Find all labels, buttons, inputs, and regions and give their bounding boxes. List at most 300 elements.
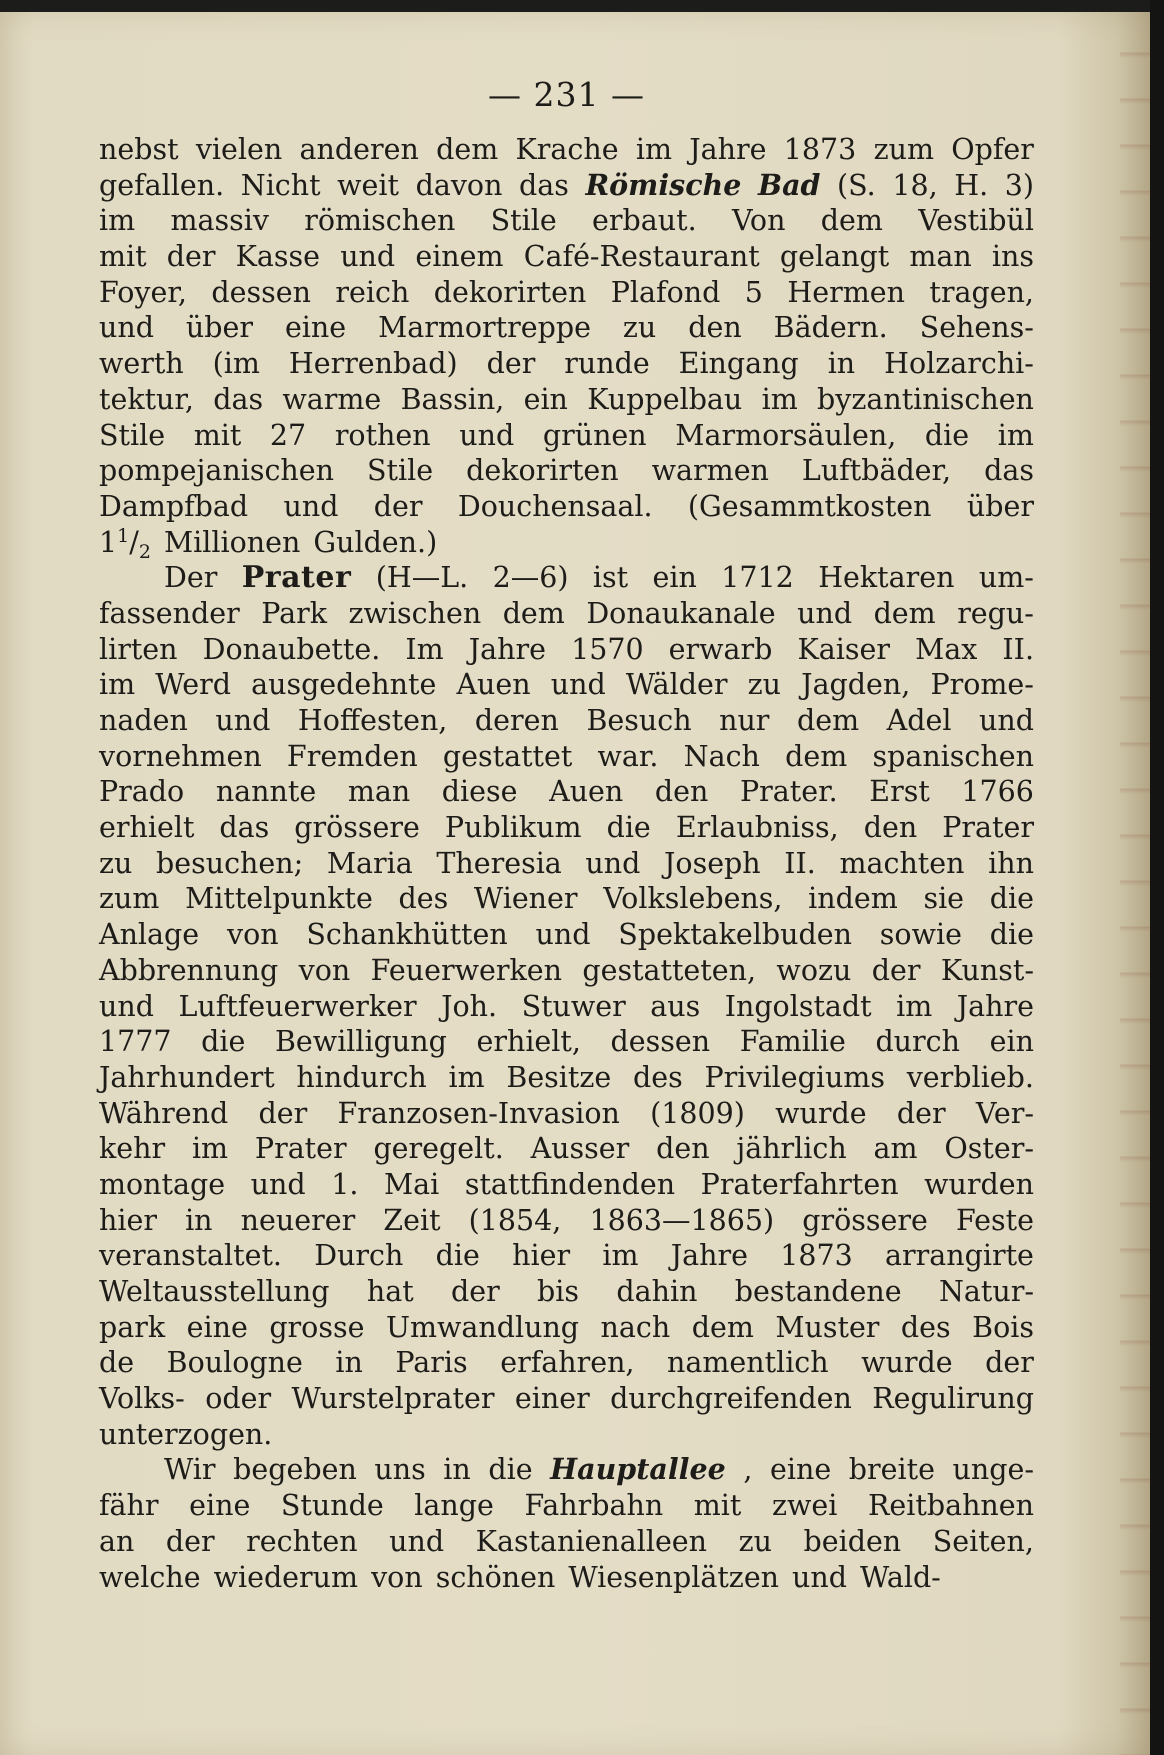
text-line <box>99 1524 1034 1560</box>
text-line <box>99 1096 1034 1132</box>
word: Luftbäder, <box>801 454 952 488</box>
word: an <box>99 1524 135 1558</box>
word: Stile <box>99 418 166 452</box>
word: tektur, <box>99 382 194 416</box>
word: Wir <box>164 1453 216 1487</box>
word: sowie <box>879 918 962 952</box>
word: Abbrennung <box>99 953 279 987</box>
word: Kastanienalleen <box>475 1524 708 1558</box>
word: Foyer, <box>99 275 187 309</box>
word: Luftfeuerwerker <box>178 989 417 1023</box>
text-line <box>99 953 1034 989</box>
word: Plafond <box>610 275 721 309</box>
word: Café-Restaurant <box>523 240 760 274</box>
word: erhielt, <box>476 1025 581 1059</box>
word: dem <box>502 596 565 630</box>
text-line <box>99 774 1034 810</box>
word: Fremden <box>286 739 418 773</box>
word: regu- <box>957 596 1034 630</box>
word: zum <box>99 882 160 916</box>
word: zu <box>738 1524 772 1558</box>
word: rechten <box>246 1524 358 1558</box>
word: man <box>909 240 972 274</box>
word: massiv <box>170 204 269 238</box>
word: Schankhütten <box>306 918 508 952</box>
word: wurde <box>861 1346 953 1380</box>
word: Jahre <box>670 1239 748 1273</box>
word: montage <box>99 1167 226 1201</box>
word: (im <box>212 347 260 381</box>
word: im <box>191 1132 229 1166</box>
word: wurde <box>775 1096 867 1130</box>
word: hat <box>366 1275 414 1308</box>
word: , <box>743 1453 753 1487</box>
word: Holzarchi- <box>884 347 1034 381</box>
word: veranstaltet. <box>99 1239 282 1273</box>
word: dessen <box>610 1025 711 1059</box>
word: im <box>896 989 933 1023</box>
word: Stunde <box>280 1489 384 1523</box>
text-line <box>99 346 1034 382</box>
word: Herrenbad) <box>288 347 458 381</box>
word: fähr <box>99 1489 159 1523</box>
text-line <box>99 525 1034 561</box>
word: vielen <box>195 133 283 166</box>
word: geregelt. <box>373 1132 504 1166</box>
text-line <box>99 917 1034 953</box>
word: und <box>389 1524 445 1558</box>
word: Feuerwerken <box>370 953 562 987</box>
word: der <box>166 240 216 274</box>
word: de <box>99 1346 135 1380</box>
text-line <box>99 667 1034 703</box>
word: davon <box>415 168 503 202</box>
word: der <box>871 953 921 987</box>
word: Während <box>99 1096 229 1130</box>
text-line <box>99 1452 1034 1488</box>
word: Nicht <box>240 168 321 202</box>
word: II. <box>784 846 816 880</box>
word: wurden <box>924 1167 1034 1201</box>
word: und <box>99 989 154 1023</box>
word: Besitze <box>506 1060 612 1094</box>
word: Sehens- <box>919 311 1034 345</box>
text-line <box>99 1488 1034 1524</box>
word: neuerer <box>240 1203 356 1237</box>
text-line <box>99 1203 1034 1239</box>
word: 5 <box>744 275 763 309</box>
word: Krache <box>515 133 619 166</box>
word: ausgedehnte <box>251 668 437 702</box>
word: namentlich <box>667 1346 829 1380</box>
word: von <box>226 918 279 952</box>
word: jährlich <box>736 1132 847 1166</box>
word: nebst <box>99 133 179 166</box>
word: einem <box>415 240 504 274</box>
word: Praterfahrten <box>700 1167 899 1201</box>
word: rothen <box>334 418 431 452</box>
word: eine <box>186 1310 248 1344</box>
word: im <box>99 668 136 702</box>
text-line <box>99 489 1034 525</box>
word: grössere <box>294 811 420 845</box>
word: den <box>656 1132 710 1166</box>
word: Kaiser <box>797 632 891 666</box>
word: Mai <box>383 1167 440 1201</box>
word: in <box>443 1453 471 1487</box>
word: Oster- <box>944 1132 1034 1166</box>
word: Von <box>731 204 786 238</box>
word: die <box>488 1453 533 1487</box>
word: Privilegiums <box>704 1060 885 1094</box>
word: von <box>298 953 351 987</box>
word: hier <box>512 1239 571 1273</box>
word: in <box>827 347 856 381</box>
word: ins <box>991 240 1034 274</box>
word: Wiener <box>473 882 578 916</box>
word: Römische <box>585 167 742 202</box>
word: reich <box>335 275 410 309</box>
word: arrangirte <box>885 1239 1034 1273</box>
word: deren <box>474 704 559 737</box>
word: Zeit <box>383 1203 441 1237</box>
word: und <box>550 668 606 702</box>
word: Im <box>405 632 444 666</box>
word: dekorirten <box>466 454 619 488</box>
word: begeben <box>233 1453 357 1487</box>
text-line <box>99 418 1034 454</box>
word: Reitbahnen <box>867 1489 1034 1523</box>
word: wozu <box>776 953 852 987</box>
text-line <box>99 1238 1034 1274</box>
word: von <box>371 1560 423 1594</box>
word: Durch <box>314 1239 404 1273</box>
word: Der <box>164 561 218 595</box>
word: Bad <box>757 167 821 202</box>
word: Prater <box>241 560 352 596</box>
word: Mittelpunkte <box>185 882 373 916</box>
word: uns <box>374 1453 426 1487</box>
word: und <box>340 240 396 274</box>
word: weit <box>337 168 399 202</box>
word: das <box>519 168 569 202</box>
word: Prater. <box>739 775 838 809</box>
text-line <box>99 310 1034 346</box>
word: Erlaubniss, <box>675 811 839 845</box>
word: stattfindenden <box>464 1167 676 1201</box>
word: Auen <box>456 668 531 702</box>
word: der <box>258 1096 308 1130</box>
word: unterzogen. <box>99 1417 273 1451</box>
word: gestattet <box>442 739 573 773</box>
word: in <box>185 1203 213 1237</box>
word: eine <box>284 311 347 345</box>
word: hier <box>99 1203 157 1237</box>
word: Publikum <box>444 811 582 845</box>
word: ein <box>652 561 697 595</box>
word: Douchensaal. <box>457 489 653 523</box>
word: II. <box>1002 632 1034 666</box>
word: 1766 <box>961 775 1034 809</box>
word: der <box>486 347 536 381</box>
word: Jahre <box>956 989 1034 1023</box>
word: die <box>989 918 1034 952</box>
word: unge- <box>952 1453 1034 1487</box>
text-line <box>99 382 1034 418</box>
word: fassender <box>99 596 240 630</box>
word: oder <box>205 1382 272 1416</box>
word: Wälder <box>625 668 728 702</box>
word: spanischen <box>872 739 1034 773</box>
text-line <box>99 1131 1034 1167</box>
word: 1777 <box>99 1025 172 1059</box>
word: Hoffesten, <box>297 704 448 737</box>
word: den <box>654 775 709 809</box>
word: die <box>989 882 1034 916</box>
word: römischen <box>304 204 456 238</box>
text-line <box>99 739 1034 775</box>
word: welche <box>99 1560 201 1594</box>
word: Auen <box>549 775 624 809</box>
word: über <box>966 489 1034 523</box>
word: um- <box>978 561 1034 595</box>
word: durch <box>875 1025 960 1059</box>
word: indem <box>808 882 898 916</box>
word: Prater <box>942 811 1034 845</box>
word: Vestibül <box>918 204 1034 238</box>
page-number: — 231 — <box>488 75 645 114</box>
word: (1809) <box>650 1096 745 1130</box>
word: park <box>99 1310 166 1344</box>
word: eine <box>189 1489 251 1523</box>
word: runde <box>564 347 650 381</box>
word: 1570 <box>571 632 644 666</box>
word: erbaut. <box>592 204 697 238</box>
word: nach <box>600 1310 671 1344</box>
text-line <box>99 1345 1034 1381</box>
word: Dampfbad <box>99 489 249 523</box>
word: Jahre <box>689 133 767 166</box>
text-line <box>99 203 1034 239</box>
word: erfahren, <box>500 1346 635 1380</box>
text-line <box>99 168 1034 204</box>
word: Stile <box>490 204 557 238</box>
word: Ausser <box>530 1132 630 1166</box>
text-line <box>99 560 1034 596</box>
word: Kuppelbau <box>587 382 743 416</box>
text-line <box>99 1167 1034 1203</box>
word: Volkslebens, <box>603 882 783 916</box>
word: dessen <box>211 275 311 309</box>
word: Hauptallee <box>550 1452 726 1487</box>
word: und <box>99 311 154 345</box>
word: pompejanischen <box>99 454 334 488</box>
word: warme <box>282 382 382 416</box>
word: im <box>761 382 798 416</box>
text-line <box>99 596 1034 632</box>
word: 1712 <box>721 561 794 595</box>
word: Marmorsäulen, <box>675 418 897 452</box>
word: dem <box>785 739 848 773</box>
word: lirten <box>99 632 178 666</box>
word: schönen <box>435 1560 556 1594</box>
word: grosse <box>269 1310 365 1344</box>
word: im <box>448 1060 485 1094</box>
word: Donaukanale <box>586 596 776 630</box>
word: Jagden, <box>801 668 911 702</box>
word: Seiten, <box>932 1524 1034 1558</box>
text-line <box>99 239 1034 275</box>
word: 27 <box>269 418 307 452</box>
word: und <box>215 704 271 737</box>
word: der <box>450 1275 500 1308</box>
word: 11/2 <box>99 524 151 563</box>
word: die <box>924 418 970 452</box>
word: 1. <box>331 1167 359 1201</box>
text-line <box>99 1417 1034 1453</box>
word: Wurstelprater <box>291 1382 495 1416</box>
word: den <box>863 811 918 845</box>
word: (Gesammtkosten <box>687 489 932 523</box>
word: Ingolstadt <box>724 989 872 1023</box>
body-text <box>99 132 1034 1595</box>
word: Max <box>915 632 978 666</box>
word: H. <box>954 168 989 202</box>
word: Boulogne <box>166 1346 303 1380</box>
word: 3) <box>1004 168 1034 202</box>
word: 1873 <box>783 133 857 166</box>
word: nur <box>719 704 770 737</box>
text-line <box>99 810 1034 846</box>
word: und <box>250 1167 306 1201</box>
word: Familie <box>739 1025 846 1059</box>
word: Kunst- <box>940 953 1034 987</box>
word: 1873 <box>780 1239 853 1273</box>
word: naden <box>99 704 188 737</box>
word: den <box>688 311 742 345</box>
word: diese <box>441 775 518 809</box>
word: mit <box>193 418 242 452</box>
word: Fahrbahn <box>524 1489 664 1523</box>
text-line <box>99 1310 1034 1346</box>
word: Feste <box>955 1203 1034 1237</box>
word: am <box>873 1132 918 1166</box>
word: 1863—1865) <box>589 1203 775 1237</box>
word: bestandene <box>734 1275 902 1308</box>
word: in <box>335 1346 363 1380</box>
word: (H—L. <box>375 561 469 595</box>
word: der <box>373 489 423 523</box>
word: wiederum <box>213 1560 359 1594</box>
word: gefallen. <box>99 168 225 202</box>
word: Kasse <box>235 240 321 274</box>
word: Hektaren <box>818 561 955 595</box>
word: zu <box>747 668 782 702</box>
word: das <box>219 811 270 845</box>
word: zwei <box>771 1489 838 1523</box>
word: zwischen <box>348 596 482 630</box>
text-line <box>99 1024 1034 1060</box>
word: Stile <box>367 454 434 488</box>
word: die <box>201 1025 246 1059</box>
word: und <box>979 704 1034 737</box>
word: Werd <box>155 668 231 702</box>
word: 18, <box>892 168 938 202</box>
word: dekorirten <box>433 275 587 309</box>
word: und <box>585 846 641 880</box>
word: die <box>606 811 651 845</box>
word: warmen <box>651 454 769 488</box>
word: und <box>459 418 515 452</box>
word: anderen <box>299 133 419 166</box>
word: Stuwer <box>521 989 626 1023</box>
word: Umwandlung <box>385 1310 580 1344</box>
text-line <box>99 1560 1034 1596</box>
word: Erst <box>869 775 930 809</box>
word: im <box>635 133 672 166</box>
word: verblieb. <box>906 1060 1034 1094</box>
word: der <box>896 1096 946 1130</box>
text-line <box>99 1381 1034 1417</box>
word: des <box>398 882 449 916</box>
word: Natur- <box>938 1275 1034 1308</box>
word: grünen <box>542 418 647 452</box>
word: Weltausstellung <box>99 1275 330 1308</box>
word: kehr <box>99 1132 166 1166</box>
word: Millionen <box>163 525 301 559</box>
word: und <box>797 596 853 630</box>
word: Bassin, <box>400 382 505 416</box>
word: ein <box>523 382 568 416</box>
word: im <box>602 1239 639 1273</box>
text-line <box>99 989 1034 1025</box>
page-edge-texture <box>1120 12 1150 1755</box>
word: der <box>165 1524 215 1558</box>
text-line <box>99 881 1034 917</box>
text-line <box>99 1274 1034 1310</box>
word: hindurch <box>296 1060 427 1094</box>
word: Theresia <box>436 846 562 880</box>
word: im <box>997 418 1034 452</box>
word: gestatteten, <box>582 953 757 987</box>
text-line <box>99 703 1034 739</box>
word: machten <box>839 846 965 880</box>
word: dahin <box>616 1275 698 1308</box>
text-line <box>99 453 1034 489</box>
word: zum <box>873 133 934 166</box>
word: Park <box>261 596 328 630</box>
word: Paris <box>395 1346 468 1380</box>
page-text-block <box>99 70 1034 1720</box>
text-line <box>99 846 1034 882</box>
word: dem <box>691 1310 754 1344</box>
word: tragen, <box>929 275 1034 309</box>
word: Opfer <box>951 133 1034 166</box>
word: bis <box>537 1275 580 1308</box>
word: dem <box>436 133 499 166</box>
word: und <box>792 1560 848 1594</box>
word: 2—6) <box>492 561 569 595</box>
word: nannte <box>215 775 317 809</box>
word: byzantinischen <box>817 382 1034 416</box>
word: Prome- <box>930 668 1034 702</box>
word: Spektakelbuden <box>618 918 852 952</box>
word: dem <box>796 704 860 737</box>
word: zu <box>99 846 133 880</box>
word: durchgreifenden <box>610 1382 852 1416</box>
text-line <box>99 1060 1034 1096</box>
word: sie <box>923 882 965 916</box>
